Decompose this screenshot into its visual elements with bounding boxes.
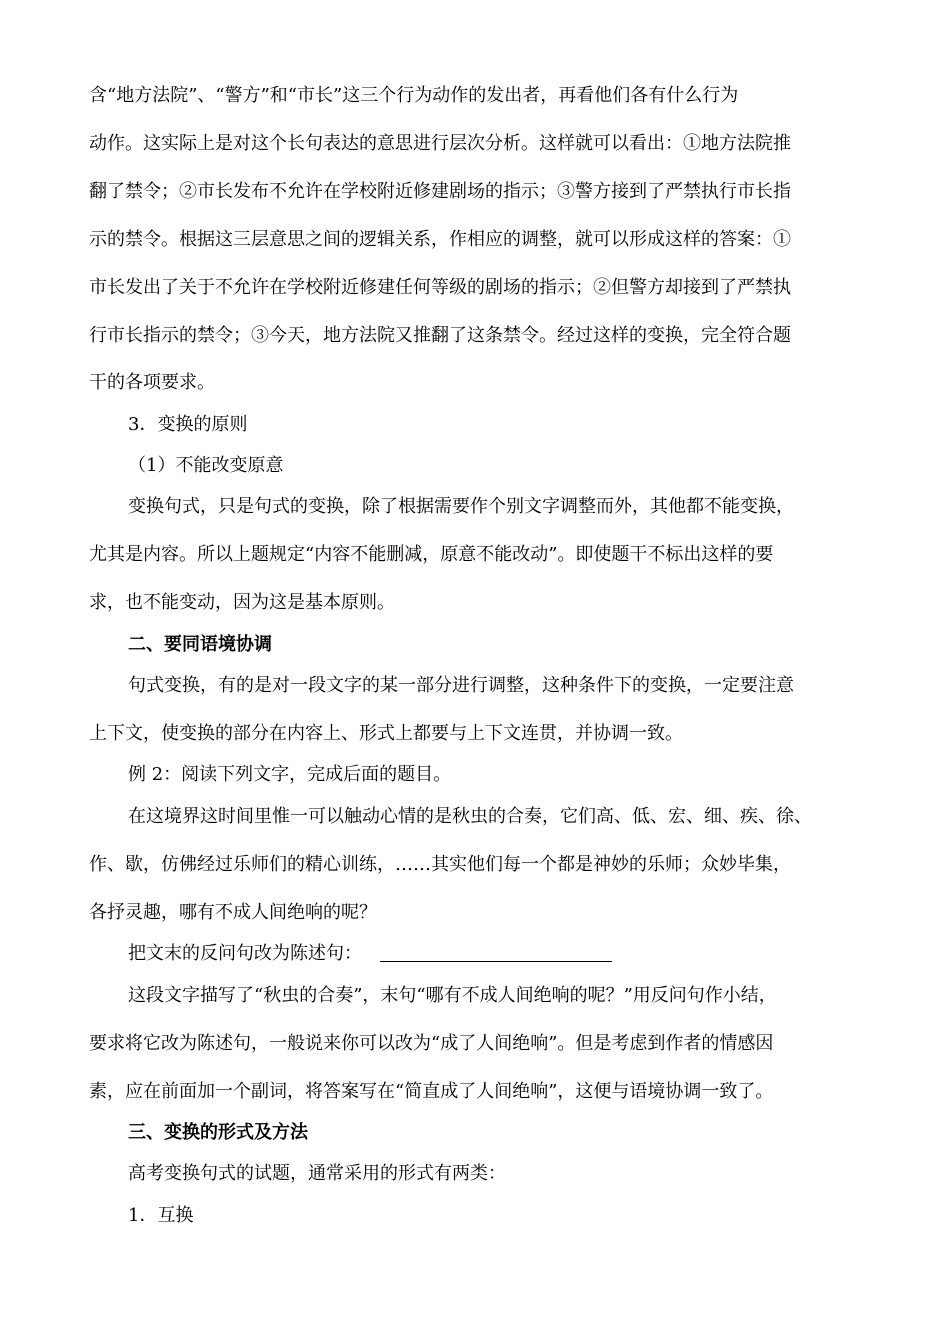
example-heading: 例 2：阅读下列文字，完成后面的题目。 — [128, 764, 452, 785]
paragraph-line: 行市长指示的禁令；③今天，地方法院又推翻了这条禁令。经过这样的变换，完全符合题 — [89, 325, 791, 346]
paragraph-line: 高考变换句式的试题，通常采用的形式有两类： — [128, 1163, 506, 1184]
paragraph-line: 作、歇，仿佛经过乐师们的精心训练，……其实他们每一个都是神妙的乐师；众妙毕集， — [89, 854, 791, 875]
subsection-heading: 1．互换 — [128, 1205, 194, 1226]
paragraph-line: 干的各项要求。 — [89, 372, 215, 393]
question-line: 把文末的反问句改为陈述句： — [128, 943, 362, 964]
section-heading: 3．变换的原则 — [128, 414, 248, 435]
paragraph-line: 变换句式，只是句式的变换，除了根据需要作个别文字调整而外，其他都不能变换， — [128, 496, 794, 517]
paragraph-line: 这段文字描写了“秋虫的合奏”，末句“哪有不成人间绝响的呢？”用反问句作小结， — [128, 985, 777, 1006]
paragraph-line: 各抒灵趣，哪有不成人间绝响的呢？ — [89, 902, 377, 923]
paragraph-line: 上下文，使变换的部分在内容上、形式上都要与上下文连贯，并协调一致。 — [89, 723, 683, 744]
subsection-heading: （1）不能改变原意 — [128, 455, 284, 476]
paragraph-line: 句式变换，有的是对一段文字的某一部分进行调整，这种条件下的变换，一定要注意 — [128, 675, 794, 696]
paragraph-line: 要求将它改为陈述句，一般说来你可以改为“成了人间绝响”。但是考虑到作者的情感因 — [89, 1033, 774, 1054]
paragraph-line: 含“地方法院”、“警方”和“市长”这三个行为动作的发出者，再看他们各有什么行为 — [89, 85, 739, 106]
paragraph-line: 翻了禁令；②市长发布不允许在学校附近修建剧场的指示；③警方接到了严禁执行市长指 — [89, 181, 791, 202]
section-heading: 二、要同语境协调 — [128, 634, 272, 655]
paragraph-line: 尤其是内容。所以上题规定“内容不能删减，原意不能改动”。即使题干不标出这样的要 — [89, 544, 774, 565]
answer-blank-line — [380, 961, 612, 962]
paragraph-line: 市长发出了关于不允许在学校附近修建任何等级的剧场的指示；②但警方却接到了严禁执 — [89, 277, 791, 298]
paragraph-line: 动作。这实际上是对这个长句表达的意思进行层次分析。这样就可以看出：①地方法院推 — [89, 133, 791, 154]
paragraph-line: 素，应在前面加一个副词，将答案写在“简直成了人间绝响”，这便与语境协调一致了。 — [89, 1081, 774, 1102]
section-heading: 三、变换的形式及方法 — [128, 1122, 308, 1143]
paragraph-line: 示的禁令。根据这三层意思之间的逻辑关系，作相应的调整，就可以形成这样的答案：① — [89, 229, 791, 250]
paragraph-line: 求，也不能变动，因为这是基本原则。 — [89, 592, 395, 613]
paragraph-line: 在这境界这时间里惟一可以触动心情的是秋虫的合奏，它们高、低、宏、细、疾、徐、 — [128, 806, 812, 827]
